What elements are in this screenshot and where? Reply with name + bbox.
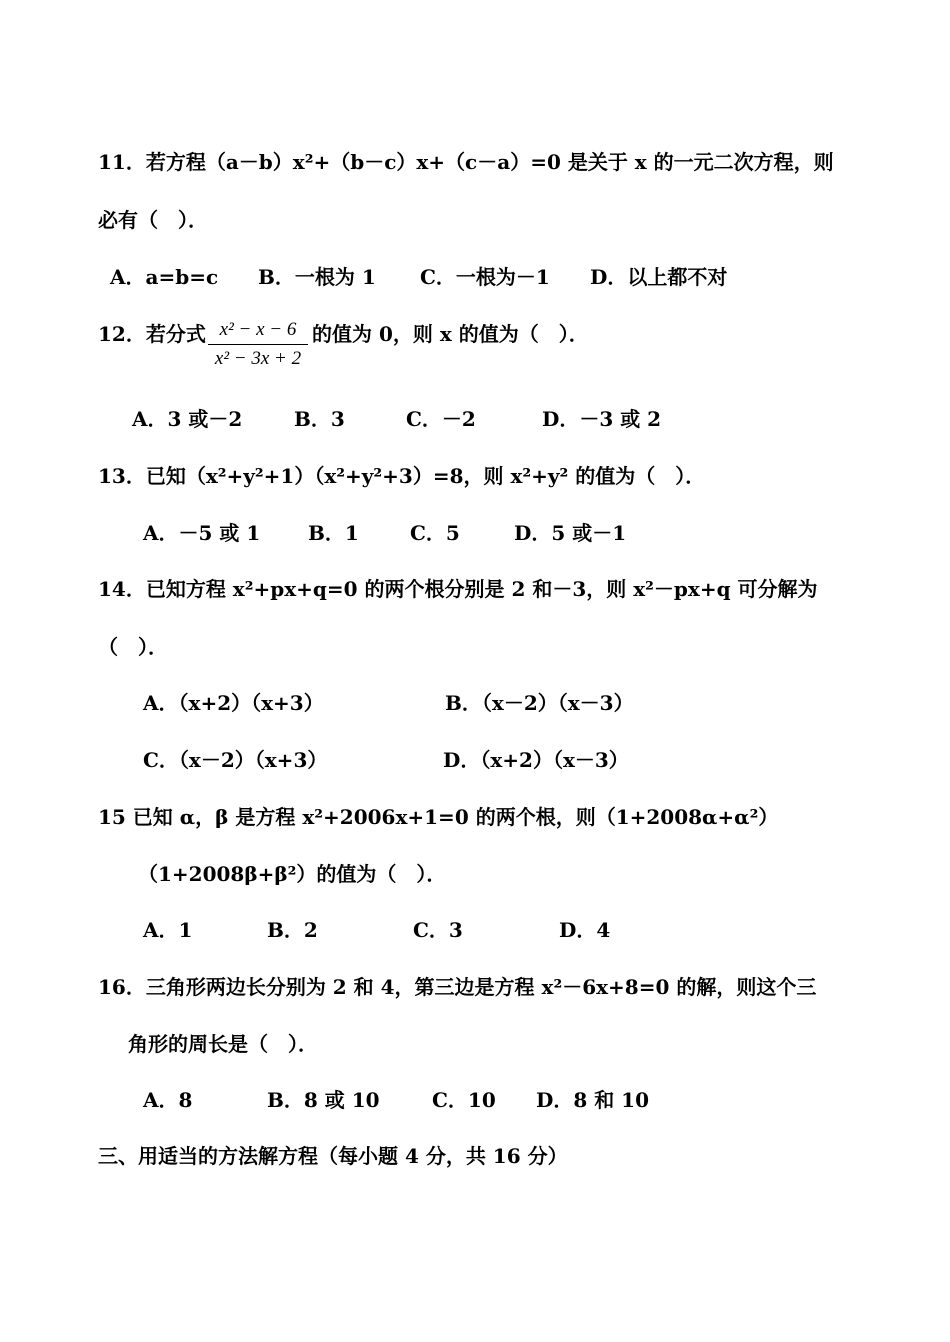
fraction-bar <box>208 344 308 345</box>
q16-stem-line2: 角形的周长是（ ）． <box>128 1032 318 1056</box>
q11-option-c: C．一根为－1 <box>420 265 550 289</box>
q16-stem-line1: 16．三角形两边长分别为 2 和 4，第三边是方程 x²－6x+8=0 的解，则这个三 <box>98 975 817 999</box>
q14-option-d: D．（x+2）（x－3） <box>443 748 629 772</box>
q12-stem-prefix: 12．若分式 <box>98 322 206 346</box>
q12-fraction-numerator: x² − x − 6 <box>219 319 297 340</box>
section-3-heading: 三、用适当的方法解方程（每小题 4 分，共 16 分） <box>98 1144 568 1168</box>
q12-option-c: C．－2 <box>406 407 476 431</box>
q12-option-a: A．3 或－2 <box>132 407 243 431</box>
q15-option-d: D．4 <box>559 918 611 942</box>
q14-option-c: C．（x－2）（x+3） <box>143 748 328 772</box>
q13-stem: 13．已知（x²+y²+1）（x²+y²+3）=8，则 x²+y² 的值为（ ）． <box>98 464 706 488</box>
q14-stem-line2: （ ）． <box>98 635 168 659</box>
q12-stem-suffix: 的值为 0，则 x 的值为（ ）． <box>312 322 589 346</box>
q13-option-c: C．5 <box>410 521 460 545</box>
q14-option-a: A．（x+2）（x+3） <box>143 691 324 715</box>
q13-option-b: B．1 <box>308 521 359 545</box>
q14-stem-line1: 14．已知方程 x²+px+q=0 的两个根分别是 2 和－3，则 x²－px+q 可分解为 <box>98 577 818 601</box>
q12-option-b: B．3 <box>294 407 345 431</box>
q11-stem-line2: 必有（ ）． <box>98 208 208 232</box>
q11-option-a: A．a=b=c <box>110 265 219 289</box>
q15-option-c: C．3 <box>413 918 463 942</box>
q16-option-a: A．8 <box>143 1088 193 1112</box>
q16-option-d: D．8 和 10 <box>536 1088 650 1112</box>
q16-option-b: B．8 或 10 <box>267 1088 380 1112</box>
q15-option-a: A．1 <box>143 918 193 942</box>
q13-option-a: A．－5 或 1 <box>143 521 261 545</box>
q11-option-b: B．一根为 1 <box>258 265 376 289</box>
q14-option-b: B．（x－2）（x－3） <box>445 691 634 715</box>
q11-stem-line1: 11．若方程（a－b）x²+（b－c）x+（c－a）=0 是关于 x 的一元二次方程，则 <box>98 150 834 174</box>
q11-option-d: D．以上都不对 <box>590 265 728 289</box>
q13-option-d: D．5 或－1 <box>514 521 627 545</box>
q15-stem-line2: （1+2008β+β²）的值为（ ）． <box>138 862 447 886</box>
q15-option-b: B．2 <box>267 918 318 942</box>
q15-stem-line1: 15 已知 α，β 是方程 x²+2006x+1=0 的两个根，则（1+2008α+α²） <box>98 805 779 829</box>
q12-fraction-denominator: x² − 3x + 2 <box>214 348 302 369</box>
q12-fraction <box>208 318 308 371</box>
q12-option-d: D．－3 或 2 <box>542 407 662 431</box>
q16-option-c: C．10 <box>432 1088 496 1112</box>
